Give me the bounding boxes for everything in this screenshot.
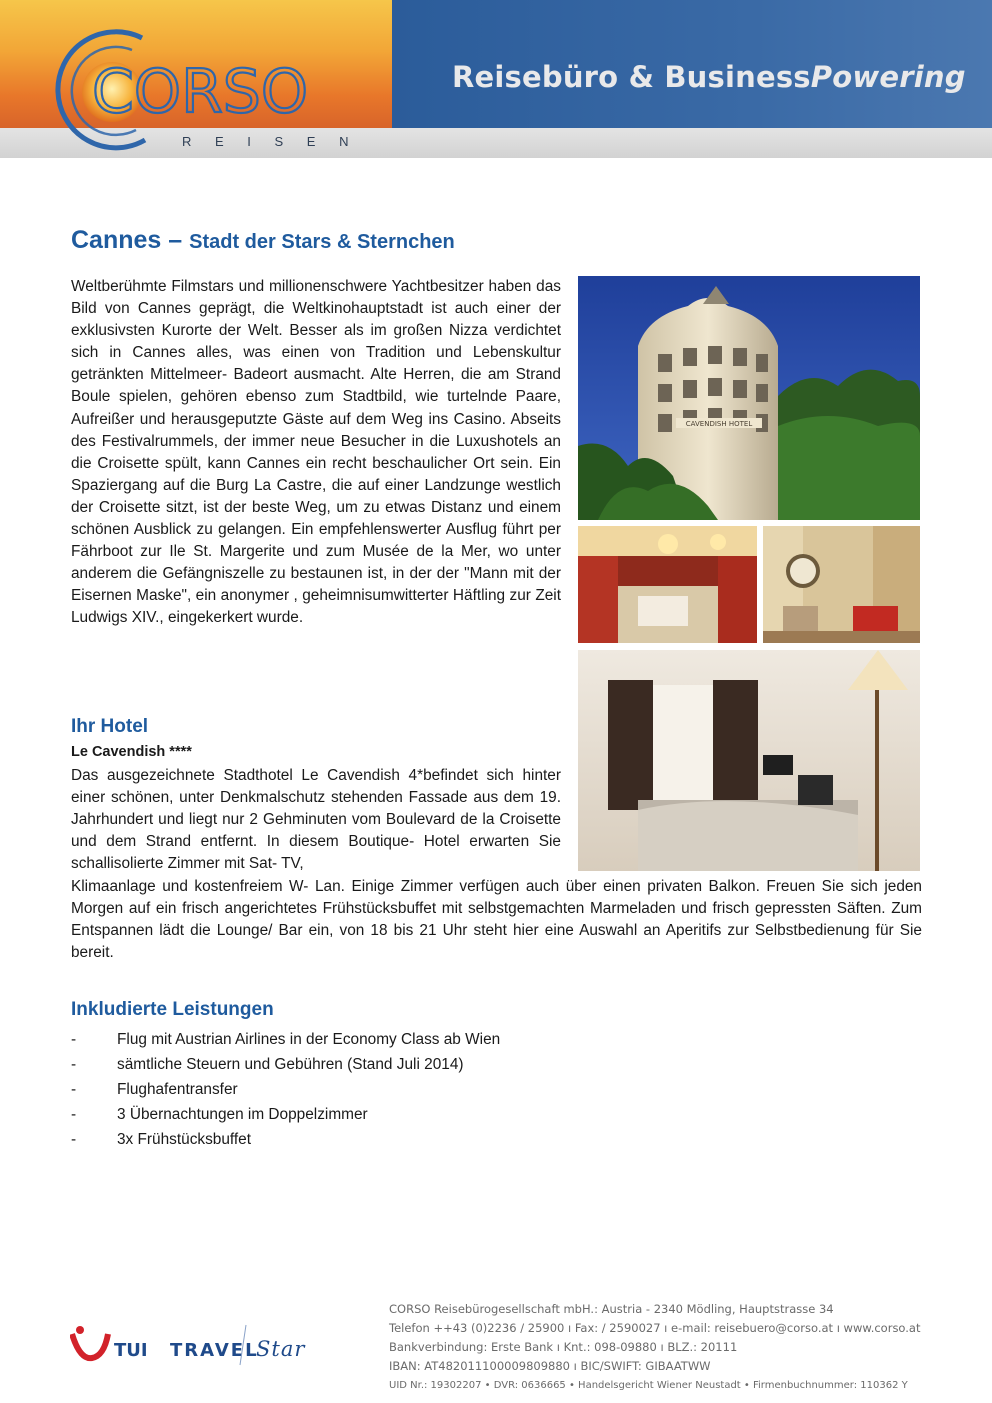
footer-bank-line: Bankverbindung: Erste Bank ı Knt.: 098-09880 ı BLZ.: 20111	[389, 1340, 738, 1354]
corso-logo	[40, 20, 370, 155]
list-item: - 3x Frühstücksbuffet	[71, 1131, 252, 1148]
logo-subword: R E I S E N	[182, 134, 359, 149]
hotel-heading: Ihr Hotel	[71, 716, 149, 737]
tui-smile-icon	[72, 1334, 108, 1358]
tui-travelstar-logo	[70, 1320, 330, 1375]
list-item: - Flug mit Austrian Airlines in der Economy Class ab Wien	[71, 1031, 501, 1048]
footer-phone-line: Telefon ++43 (0)2236 / 25900 ı Fax: / 2590027 ı e-mail: reisebuero@corso.at ı www.corso.at	[389, 1321, 921, 1335]
hotel-paragraph-narrow: Das ausgezeichnete Stadthotel Le Cavendish 4*befindet sich hinter einer schönen, unter Denkmalschutz stehenden Fassade aus dem 19. Jahrhundert und liegt nur 2 Gehminuten vom Boulevard de la Croisette und dem Strand entfernt. In diesem Boutique- Hotel erwarten Sie schallisolierte Zimmer mit Sat- TV,	[71, 767, 561, 873]
page-title: Cannes – Stadt der Stars & Sternchen	[71, 226, 455, 254]
services-list	[71, 1027, 500, 1152]
bedroom-photo	[578, 650, 920, 871]
star-text: Star	[256, 1337, 306, 1361]
hotel-paragraph-wide: Klimaanlage und kostenfreiem W- Lan. Einige Zimmer verfügen auch über einen privaten Balkon. Freuen Sie sich jeden Morgen auf ein frisch angerichtetes Frühstücksbuffet mit selbstgemachten Marmeladen und frisch gepressten Säften. Zum Entspannen lädt die Lounge/ Bar ein, von 18 bis 21 Uhr steht hier eine Auswahl an Aperitifs zur Selbstbedienung für Sie bereit.	[71, 878, 922, 962]
logo-wordmark: CORSO	[92, 57, 309, 127]
list-item: - 3 Übernachtungen im Doppelzimmer	[71, 1106, 368, 1123]
footer-uid-line: UID Nr.: 19302207 • DVR: 0636665 • Handelsgericht Wiener Neustadt • Firmenbuchnummer: 110362 Y	[389, 1380, 908, 1391]
tui-text: TUI	[114, 1340, 148, 1361]
list-item: - sämtliche Steuern und Gebühren (Stand Juli 2014)	[71, 1056, 464, 1073]
hotel-facade-photo	[578, 276, 920, 520]
footer-iban-line: IBAN: AT482011100009809880 ı BIC/SWIFT: GIBAATWW	[389, 1359, 711, 1373]
intro-paragraph: Weltberühmte Filmstars und millionenschwere Yachtbesitzer haben das Bild von Cannes geprägt, die Weltkinohauptstadt ist auch einer der exklusivsten Kurorte der Welt. Besser als im großen Nizza verdichtet sich in Cannes alles, was einen von Tradition und Lebenskultur getränkten Mittelmeer- Badeort ausmacht. Alte Herren, die am Strand Boule spielen, gehören ebenso zum Stadtbild, wie turtelnde Paare, Aufreißer und herausgeputzte Gäste auf dem Weg ins Casino. Abseits des Festivalrummels, der immer neue Besucher in die Luxushotels an die Croisette spült, kann Cannes ein recht beschaulicher Ort sein. Ein Spaziergang auf die Burg La Castre, die auf einer Landzunge westlich der Croisette sitzt, ist der beste Weg, um zu etwas Distanz und einem schönen Ausblick zu gelangen. Ein empfehlenswerter Ausflug führt per Fährboot zur Ile St. Margerite und zum Musée de la Mer, wo unter anderem die Gefängniszelle zu bestaunen ist, in der der "Mann mit der Eisernen Maske", ein anonymer , geheimnisumwitterter Häftling zur Zeit Ludwigs XIV., eingekerkert wurde.	[71, 278, 561, 627]
header-tagline: Reisebüro & BusinessPowering	[452, 60, 966, 94]
footer-company-line: CORSO Reisebürogesellschaft mbH.: Austria - 2340 Mödling, Hauptstrasse 34	[389, 1302, 834, 1316]
breakfast-room-photo	[578, 526, 757, 643]
travel-text: TRAVEL	[170, 1340, 259, 1361]
services-heading: Inkludierte Leistungen	[71, 999, 274, 1020]
list-item: - Flughafentransfer	[71, 1081, 238, 1098]
page-header	[0, 0, 992, 158]
lounge-photo	[763, 526, 920, 643]
footer-contact	[389, 1300, 920, 1395]
hotel-name: Le Cavendish ****	[71, 744, 192, 760]
hotel-facade-sign: CAVENDISH HOTEL	[685, 420, 753, 428]
